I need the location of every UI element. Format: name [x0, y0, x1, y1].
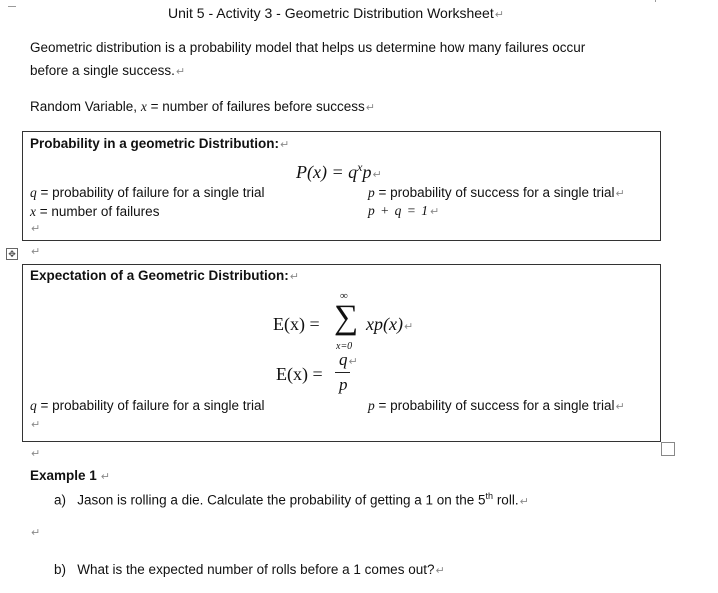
paragraph-mark: ↵ — [100, 470, 111, 483]
paragraph-mark: ↵ — [31, 245, 41, 258]
expectation-sum-lhs — [273, 314, 320, 335]
rv-definition: = number of failures before success — [146, 99, 365, 114]
pmf-p: p — [362, 162, 372, 182]
sum-upper-text: ∞ — [340, 290, 348, 302]
paragraph-mark: ↵ — [519, 494, 529, 508]
intro-line-2 — [30, 63, 185, 78]
paragraph-mark: ↵ — [494, 8, 504, 21]
paragraph-mark: ↵ — [31, 418, 41, 431]
probability-box-title — [30, 136, 289, 151]
question-b — [54, 562, 445, 577]
example-title-text: Example 1 — [30, 468, 97, 483]
probability-box-title-text: Probability in a geometric Distribution: — [30, 136, 280, 151]
pmf-lhs: P(x) = — [296, 162, 349, 182]
p-definition-text: = probability of success for a single trial — [374, 185, 615, 200]
random-variable-line — [30, 99, 375, 115]
pmf-exponent: x — [357, 160, 363, 174]
question-a-end: roll. — [493, 492, 519, 508]
paragraph-mark: ↵ — [615, 400, 625, 413]
page-title-text: Unit 5 - Activity 3 - Geometric Distribution Worksheet — [168, 5, 494, 21]
table-end-marker — [661, 442, 675, 456]
p-definition — [368, 185, 625, 201]
move-glyph: ✥ — [8, 249, 16, 259]
p-symbol: p — [368, 185, 375, 200]
expectation-box-title-text: Expectation of a Geometric Distribution: — [30, 268, 289, 283]
page-corner-mark-right — [655, 0, 664, 2]
numerator-text: q — [339, 350, 348, 369]
table-move-handle-icon[interactable] — [6, 248, 18, 260]
sum-term — [366, 314, 413, 335]
question-b-text: What is the expected number of rolls before a 1 comes out? — [77, 562, 435, 577]
paragraph-mark: ↵ — [289, 270, 299, 283]
paragraph-mark: ↵ — [365, 101, 376, 114]
sigma-text: ∑ — [334, 299, 359, 336]
q-definition-2 — [30, 398, 265, 414]
q-symbol-2: q — [30, 398, 37, 413]
fraction-lhs-text: E(x) = — [276, 364, 323, 384]
intro-line-1 — [30, 40, 585, 55]
q-definition — [30, 185, 265, 201]
rv-label: Random Variable, — [30, 99, 141, 114]
pmf-q: q — [348, 162, 358, 182]
page-corner-mark-left — [8, 0, 16, 7]
paragraph-mark: ↵ — [615, 187, 625, 200]
q-definition-text: = probability of failure for a single trial — [36, 185, 265, 200]
paragraph-mark: ↵ — [429, 205, 441, 218]
rv-variable: x — [140, 99, 147, 114]
x-definition-text: = number of failures — [36, 204, 160, 219]
paragraph-mark: ↵ — [31, 222, 41, 235]
p-definition-text-2: = probability of success for a single trial — [374, 398, 615, 413]
expectation-box-title — [30, 268, 299, 283]
sum-lhs-text: E(x) = — [273, 314, 320, 334]
sum-term-text: xp(x) — [366, 314, 403, 334]
question-a-label: a) — [54, 492, 67, 508]
page-title — [168, 5, 504, 21]
example-title — [30, 468, 110, 483]
fraction-numerator — [339, 350, 358, 370]
question-a — [54, 491, 529, 508]
p-plus-q-text: p + q = 1 — [368, 203, 429, 218]
q-definition-text-2: = probability of failure for a single trial — [36, 398, 265, 413]
question-b-label: b) — [54, 562, 67, 577]
fraction-denominator — [339, 375, 348, 395]
paragraph-mark: ↵ — [435, 564, 445, 577]
sum-lower-text: x=0 — [336, 341, 353, 350]
question-a-text: Jason is rolling a die. Calculate the probability of getting a 1 on the 5 — [77, 492, 486, 508]
intro-text-1: Geometric distribution is a probability model that helps us determine how many failures occur — [30, 40, 586, 55]
sum-lower-limit — [336, 341, 352, 350]
fraction-bar — [335, 372, 350, 373]
paragraph-mark: ↵ — [31, 447, 41, 460]
sigma-symbol — [334, 298, 358, 338]
denominator-text: p — [339, 375, 348, 394]
paragraph-mark: ↵ — [348, 355, 358, 368]
q-symbol: q — [30, 185, 37, 200]
x-symbol: x — [30, 204, 36, 219]
p-plus-q-equation — [368, 203, 440, 219]
intro-text-2: before a single success. — [30, 63, 175, 78]
paragraph-mark: ↵ — [280, 138, 290, 151]
question-a-superscript: th — [485, 491, 494, 501]
x-definition — [30, 204, 159, 220]
paragraph-mark: ↵ — [372, 168, 382, 181]
paragraph-mark: ↵ — [175, 65, 186, 78]
p-definition-2 — [368, 398, 625, 414]
geometric-pmf-formula — [296, 160, 382, 183]
p-symbol-2: p — [368, 398, 375, 413]
paragraph-mark: ↵ — [31, 526, 41, 539]
expectation-fraction-lhs — [276, 364, 323, 385]
paragraph-mark: ↵ — [403, 320, 414, 333]
